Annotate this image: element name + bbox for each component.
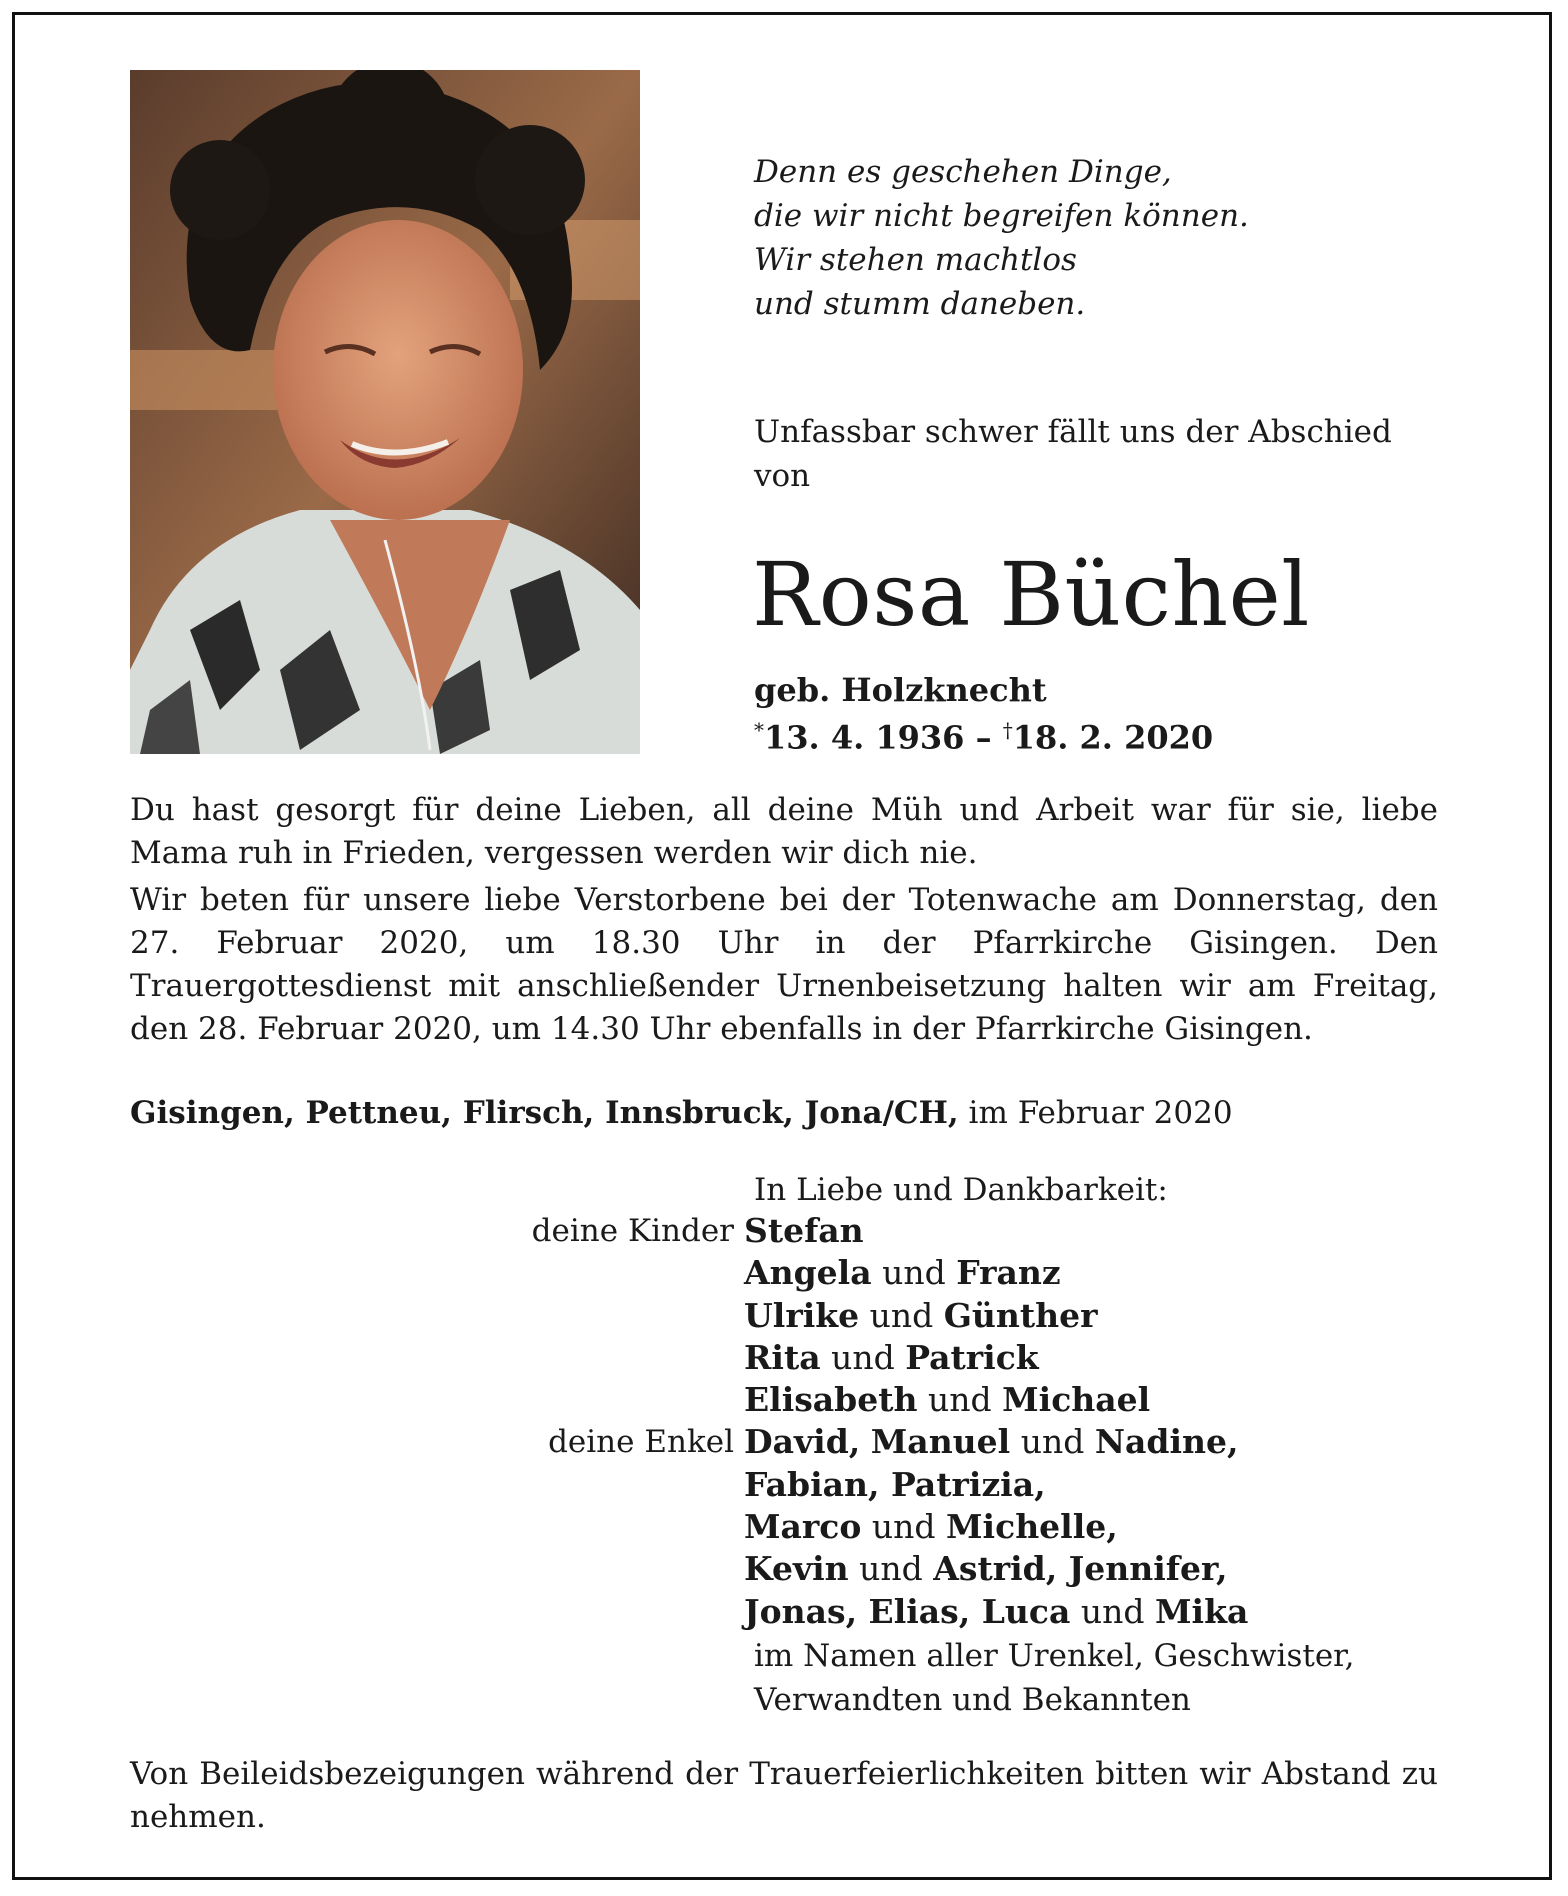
list-item [130,1210,1470,1252]
connector: und [1070,1591,1156,1631]
condolence-note: Von Beileidsbezeigungen während der Trauerfeierlichkeiten bitten wir Abstand zu nehmen. [130,1756,1438,1835]
poem-line: Wir stehen machtlos [754,242,1077,278]
grandchild-name: Michelle, [946,1507,1118,1547]
death-symbol: † [1002,718,1013,742]
children-label: deine Kinder [531,1213,734,1249]
connector: und [820,1337,906,1377]
child-name: Stefan [744,1211,864,1250]
places-line [130,1091,1233,1135]
mourners-list [130,1210,1470,1633]
portrait-photo [130,70,640,754]
list-item [130,1464,1470,1506]
list-item [130,1337,1470,1379]
grandchild-name: Astrid, Jennifer, [933,1549,1228,1589]
service-paragraph: Wir beten für unsere liebe Verstorbene bei der Totenwache am Donnerstag, den 27. Februar 2020, um 18.30 Uhr in der Pfarrkirche Gisingen. Den Trauergottesdienst mit anschließender Urnenbeisetzung halten wir am Freitag, den 28. Februar 2020, um 14.30 Uhr ebenfalls in der Pfarrkirche Gisingen. [130,882,1438,1047]
child-name: Elisabeth [744,1380,918,1420]
closing-line: Verwandten und Bekannten [754,1682,1191,1718]
maiden-name: geb. Holzknecht [754,671,1047,709]
poem-line: die wir nicht begreifen können. [754,198,1249,234]
closing-lines [754,1634,1354,1722]
list-item [130,1295,1470,1337]
grandchildren-label: deine Enkel [548,1424,734,1461]
intro-text: Unfassbar schwer fällt uns der Abschied von [754,414,1392,494]
list-item [130,1591,1470,1633]
birth-date: 13. 4. 1936 [764,718,965,757]
death-date: 18. 2. 2020 [1012,718,1214,757]
grandchild-name: Jonas, Elias, Luca [744,1591,1071,1631]
grandchild-name: Fabian, Patrizia, [744,1464,1046,1504]
connector: und [859,1295,944,1335]
poem [754,150,1249,326]
verse-paragraph: Du hast gesorgt für deine Lieben, all deine Müh und Arbeit war für sie, liebe Mama ruh in Frieden, vergessen werden wir dich nie. [130,792,1438,871]
grandchild-name: David, [744,1422,861,1462]
list-item [130,1548,1470,1590]
child-name: Rita [744,1337,821,1377]
birth-symbol: * [754,718,764,742]
grandchild-name: Nadine, [1094,1422,1239,1462]
connector: und [871,1253,957,1293]
child-name: Günther [943,1295,1098,1335]
child-name: Franz [956,1253,1061,1293]
life-dates [754,710,1213,758]
grandchild-name: Marco [744,1507,862,1547]
places-list: Gisingen, Pettneu, Flirsch, Innsbruck, Jona/CH, [130,1095,959,1131]
connector: und [917,1380,1003,1420]
child-name: Ulrike [744,1295,860,1335]
deceased-name: Rosa Büchel [752,543,1310,646]
child-name: Angela [744,1253,872,1293]
poem-line: Denn es geschehen Dinge, [754,154,1172,190]
child-name: Patrick [905,1337,1039,1377]
deceased-details [754,670,1213,758]
grandchild-name: Kevin [744,1549,849,1589]
poem-line: und stumm daneben. [754,286,1086,322]
closing-line: im Namen aller Urenkel, Geschwister, [754,1638,1355,1674]
list-item [130,1379,1470,1421]
grandchild-name: Mika [1155,1591,1249,1631]
list-item [130,1506,1470,1548]
grandchild-name: Manuel [870,1422,1011,1462]
dedication-line: In Liebe und Dankbarkeit: [754,1172,1168,1208]
list-item [130,1252,1470,1294]
date-separator: – [964,718,1003,757]
connector: und [861,1507,947,1547]
connector: und [848,1549,934,1589]
list-item [130,1421,1470,1463]
places-date: im Februar 2020 [958,1095,1233,1131]
connector: und [1010,1422,1095,1462]
child-name: Michael [1002,1380,1151,1420]
